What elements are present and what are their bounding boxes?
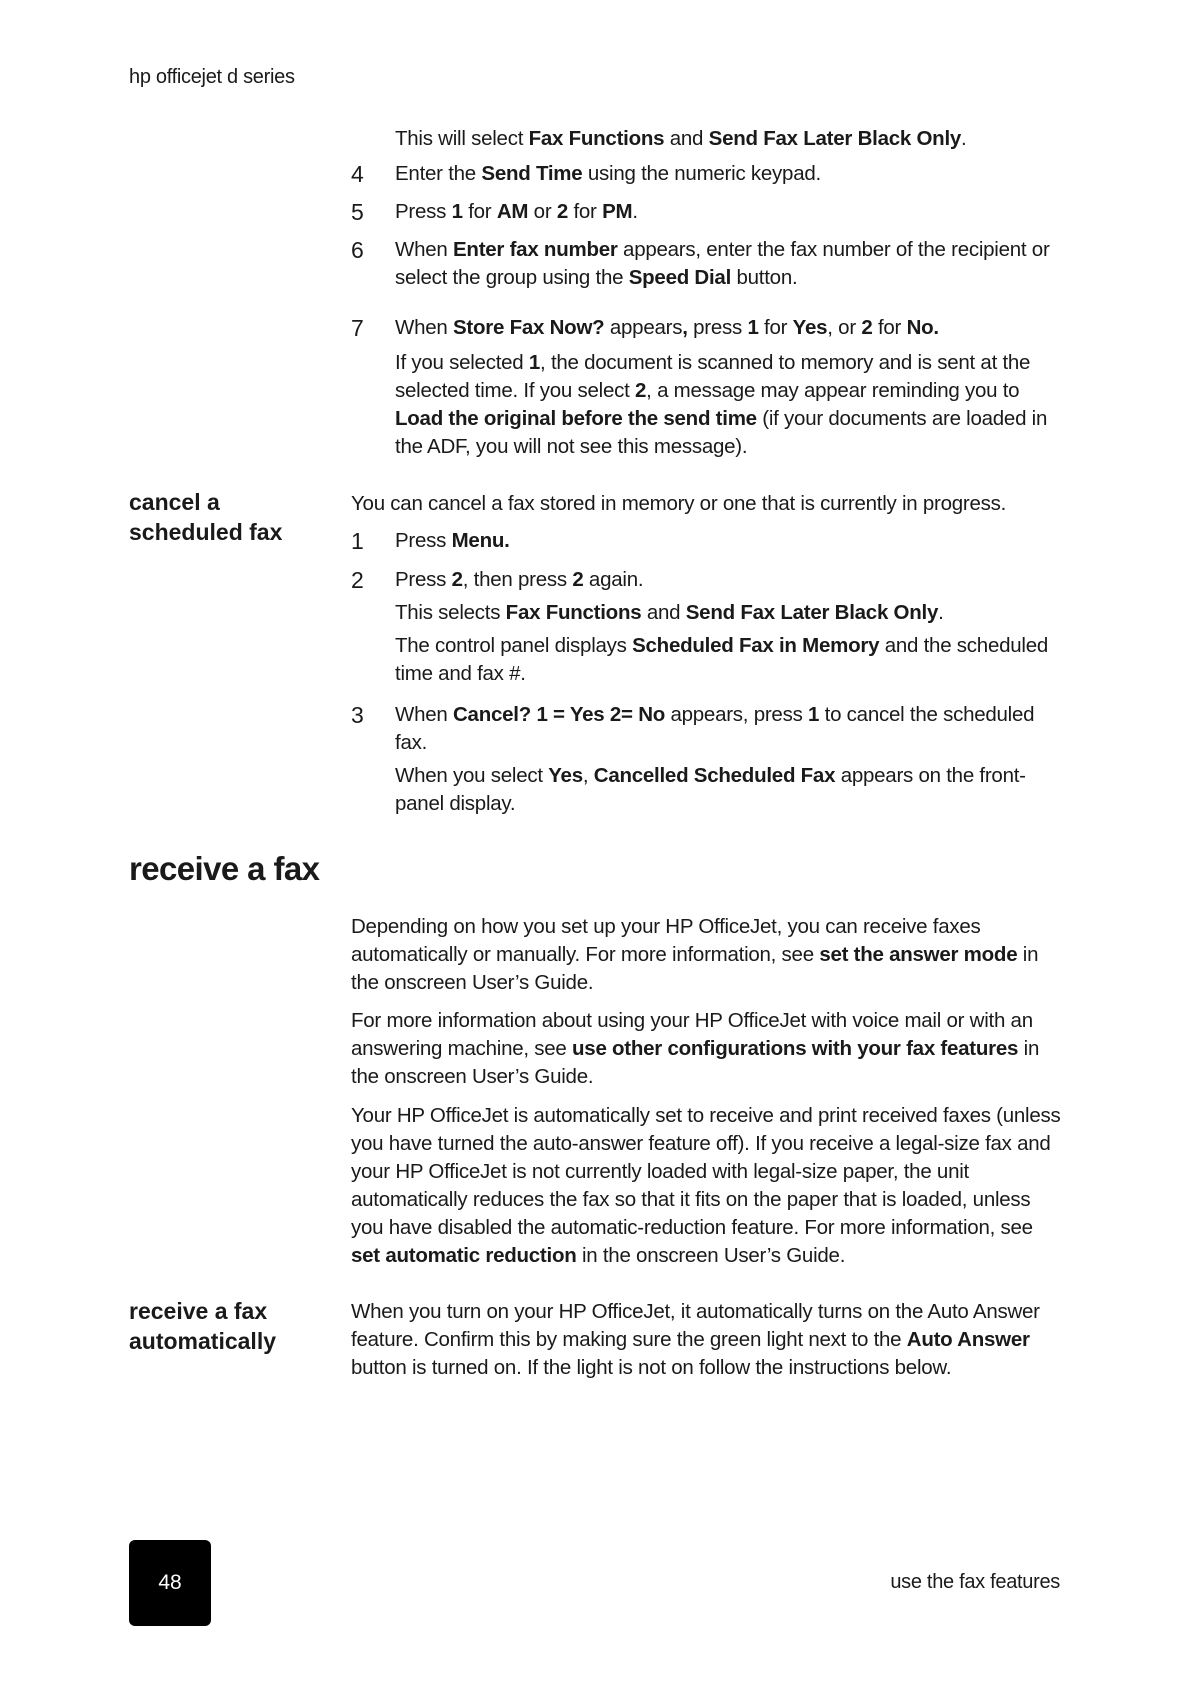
text-run: , then press: [462, 568, 573, 591]
step-7: [351, 314, 1061, 342]
bold-run: Menu.: [451, 529, 510, 552]
step-text: [395, 566, 1061, 594]
text-run: for: [872, 316, 907, 339]
text-run: to cancel the scheduled fax.: [395, 703, 1035, 754]
text-run: .: [961, 127, 967, 150]
text-run: ,: [582, 764, 594, 787]
bold-run: Send Fax Later Black Only: [685, 601, 939, 624]
auto-para: [351, 1298, 1061, 1382]
text-run: If you selected: [395, 351, 529, 374]
text-run: in the onscreen User’s Guide.: [351, 1037, 1040, 1088]
text-run: .: [632, 200, 638, 223]
step-number: 2: [351, 567, 364, 593]
heading-line: cancel a: [129, 489, 220, 515]
side-heading-auto: [129, 1296, 329, 1356]
text-run: , a message may appear reminding you to: [646, 379, 1020, 402]
bold-run: set the answer mode: [819, 943, 1018, 966]
step-text: [395, 314, 1061, 342]
text-run: press: [687, 316, 748, 339]
bold-run: PM: [602, 200, 633, 223]
text-run: When: [395, 238, 453, 261]
bold-run: Yes: [548, 764, 583, 787]
text-run: Depending on how you set up your HP OfficeJet, you can receive faxes automatically or manually. For more information, see: [351, 915, 981, 966]
receive-para-2: [351, 1007, 1061, 1091]
bold-run: 1: [528, 351, 541, 374]
text-run: When: [395, 316, 453, 339]
text-run: When: [395, 703, 453, 726]
step-number: 3: [351, 702, 364, 728]
text-run: button is turned on. If the light is not on follow the instructions below.: [351, 1356, 952, 1379]
step-5: [351, 198, 1061, 226]
bold-run: Scheduled Fax in Memory: [632, 634, 880, 657]
text-run: , or: [827, 316, 862, 339]
text-run: and: [664, 127, 709, 150]
cancel-note-result: [395, 762, 1061, 818]
text-run: Press: [395, 529, 452, 552]
text-run: When you select: [395, 764, 549, 787]
text-run: using the numeric keypad.: [582, 162, 821, 185]
text-run: appears: [604, 316, 683, 339]
text-run: , the document is scanned to memory and is sent at the selected time. If you select: [395, 351, 1031, 402]
step-number: 4: [351, 161, 364, 187]
page-number-badge: [129, 1540, 211, 1626]
step-number: 1: [351, 528, 364, 554]
bold-run: Yes: [792, 316, 828, 339]
cancel-note-select: [395, 599, 1061, 627]
text-run: for: [758, 316, 793, 339]
bold-run: Cancelled Scheduled Fax: [593, 764, 836, 787]
text-run: This will select: [395, 127, 529, 150]
text-run: The control panel displays: [395, 634, 633, 657]
bold-run: Fax Functions: [505, 601, 642, 624]
cancel-step-1: [351, 527, 1061, 555]
text-run: appears on the front-panel display.: [395, 764, 1026, 815]
bold-run: 1: [808, 703, 820, 726]
bold-run: 1: [451, 200, 463, 223]
text-run: Your HP OfficeJet is automatically set to receive and print received faxes (unless you have turned the auto-answer feature off). If you receive a legal-size fax and your HP OfficeJet is not currently loaded with legal-size paper, the unit automatically reduces the fax so that it fits on the paper that is loaded, unless you have disabled the automatic-reduction feature. For more information, see: [351, 1104, 1061, 1239]
bold-run: Auto Answer: [906, 1328, 1030, 1351]
bold-run: use other configurations with your fax features: [572, 1037, 1019, 1060]
bold-run: Fax Functions: [528, 127, 665, 150]
heading-line: scheduled fax: [129, 519, 283, 545]
bold-run: set automatic reduction: [351, 1244, 577, 1267]
text-run: for: [568, 200, 603, 223]
receive-para-3: [351, 1102, 1061, 1270]
text-run: for: [462, 200, 497, 223]
cancel-note-display: [395, 632, 1061, 688]
step-number: 7: [351, 315, 364, 341]
bold-run: Enter fax number: [453, 238, 618, 261]
step-text: [395, 701, 1061, 757]
heading-line: receive a fax: [129, 1298, 268, 1324]
text-run: in the onscreen User’s Guide.: [576, 1244, 846, 1267]
section-title-receive: receive a fax: [129, 850, 320, 887]
bold-run: Store Fax Now?: [453, 316, 605, 339]
bold-run: No.: [906, 316, 939, 339]
bold-run: Cancel? 1 = Yes 2= No: [453, 703, 666, 726]
bold-run: 2: [635, 379, 647, 402]
step-number: 5: [351, 199, 364, 225]
bold-run: Speed Dial: [628, 266, 732, 289]
text-run: Press: [395, 568, 452, 591]
text-run: and: [641, 601, 686, 624]
text-run: in the onscreen User’s Guide.: [351, 943, 1039, 994]
step-7-note: [395, 349, 1061, 461]
bold-run: 1: [747, 316, 759, 339]
cancel-intro: You can cancel a fax stored in memory or one that is currently in progress.: [351, 492, 1007, 515]
text-run: and the scheduled time and fax #.: [395, 634, 1049, 685]
page-number: 48: [158, 1571, 182, 1594]
bold-run: ,: [682, 316, 688, 339]
heading-line: automatically: [129, 1328, 276, 1354]
text-run: appears, enter the fax number of the recipient or select the group using the: [395, 238, 1050, 289]
step-6: [351, 236, 1061, 292]
step-text: [395, 198, 1061, 226]
bold-run: Send Time: [481, 162, 583, 185]
text-run: .: [938, 601, 944, 624]
bold-run: 2: [572, 568, 584, 591]
side-heading-cancel: [129, 487, 329, 547]
text-run: again.: [583, 568, 644, 591]
step-text: [395, 160, 1061, 188]
bold-run: Send Fax Later Black Only: [708, 127, 962, 150]
text-run: appears, press: [665, 703, 809, 726]
text-run: button.: [731, 266, 798, 289]
text-run: (if your documents are loaded in the ADF, you will not see this message).: [395, 407, 1048, 458]
text-run: For more information about using your HP OfficeJet with voice mail or with an answering machine, see: [351, 1009, 1033, 1060]
step-text: [395, 236, 1061, 292]
running-footer: use the fax features: [890, 1571, 1060, 1593]
step-4: [351, 160, 1061, 188]
bold-run: 2: [861, 316, 873, 339]
step-text: [395, 527, 1061, 555]
cancel-step-3: [351, 701, 1061, 757]
text-run: or: [528, 200, 557, 223]
text-run: Enter the: [395, 162, 482, 185]
receive-para-1: [351, 913, 1061, 997]
bold-run: 2: [556, 200, 569, 223]
bold-run: AM: [496, 200, 529, 223]
text-run: This selects: [395, 601, 506, 624]
bold-run: Load the original before the send time: [395, 407, 757, 430]
running-header: hp officejet d series: [129, 66, 295, 88]
text-run: When you turn on your HP OfficeJet, it automatically turns on the Auto Answer feature. Confirm this by making sure the green light next to the: [351, 1300, 1040, 1351]
top-intro: [395, 125, 1061, 153]
step-number: 6: [351, 237, 364, 263]
cancel-step-2: [351, 566, 1061, 594]
text-run: Press: [395, 200, 452, 223]
bold-run: 2: [451, 568, 463, 591]
